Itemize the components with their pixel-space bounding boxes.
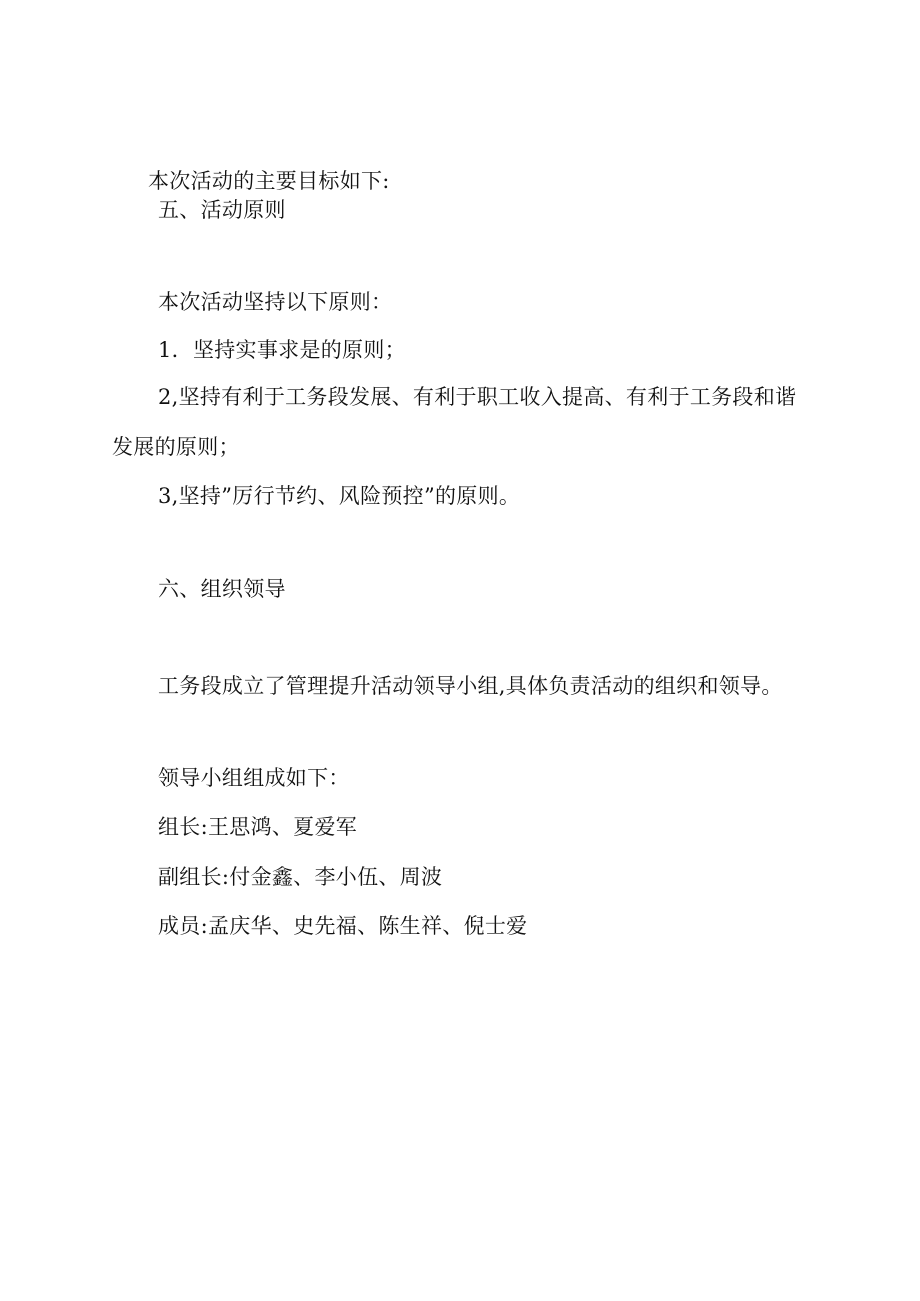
goals-intro-text: 本次活动的主要目标如下:: [148, 169, 390, 193]
principle-item-1: 1．坚持实事求是的原则；: [158, 338, 406, 362]
members-line: 成员:孟庆华、史先福、陈生祥、倪士爱: [158, 914, 528, 938]
principle-item-2-cont: 发展的原则；: [112, 435, 240, 459]
section-heading-organization: 六、组织领导: [158, 577, 286, 601]
principle-item-3: 3,坚持”厉行节约、风险预控”的原则。: [158, 484, 521, 508]
group-leader-line: 组长:王思鸿、夏爱军: [158, 815, 358, 839]
principles-intro-text: 本次活动坚持以下原则：: [158, 290, 393, 314]
section-heading-principles: 五、活动原则: [158, 198, 286, 222]
organization-paragraph: 工务段成立了管理提升活动领导小组,具体负责活动的组织和领导。: [158, 674, 783, 698]
deputy-leader-line: 副组长:付金鑫、李小伍、周波: [158, 865, 443, 889]
principle-item-2: 2,坚持有利于工务段发展、有利于职工收入提高、有利于工务段和谐: [158, 385, 797, 409]
group-composition-intro: 领导小组组成如下：: [158, 766, 350, 790]
